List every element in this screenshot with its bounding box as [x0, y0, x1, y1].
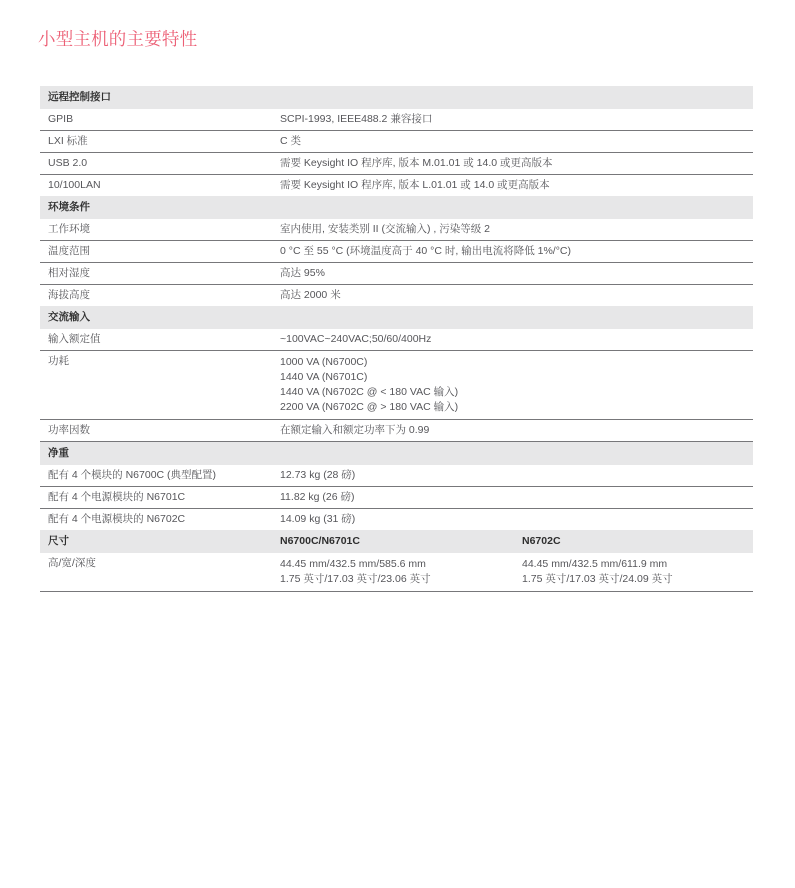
row-label: USB 2.0 — [40, 153, 272, 175]
row-label: 工作环境 — [40, 219, 272, 241]
section-header-label: 尺寸 — [40, 530, 272, 553]
row-label: 输入额定值 — [40, 329, 272, 351]
row-label: 高/宽/深度 — [40, 553, 272, 592]
value-line: 1000 VA (N6700C) — [280, 356, 368, 368]
row-value-multiline — [272, 553, 514, 592]
table-row — [40, 553, 753, 592]
table-row — [40, 285, 753, 307]
value-line: 1.75 英寸/17.03 英寸/24.09 英寸 — [522, 573, 673, 585]
row-value-multiline-2 — [514, 553, 753, 592]
section-header-column-1: N6700C/N6701C — [272, 530, 514, 553]
row-value: 12.73 kg (28 磅) — [272, 465, 753, 487]
row-label: 配有 4 个电源模块的 N6702C — [48, 513, 186, 525]
table-row — [40, 487, 753, 509]
table-row — [40, 420, 753, 442]
section-header-column-2: N6702C — [514, 530, 753, 553]
table-row — [40, 329, 753, 351]
row-label: 海拔高度 — [48, 289, 90, 301]
row-label: 功耗 — [40, 351, 272, 420]
table-row — [40, 153, 753, 175]
table-row — [40, 175, 753, 197]
table-row — [40, 219, 753, 241]
row-label: LXI 标准 — [40, 131, 272, 153]
table-row — [40, 109, 753, 131]
row-label: 相对湿度 — [40, 263, 272, 285]
table-row — [40, 509, 753, 531]
section-header-row — [40, 442, 753, 466]
section-header-row — [40, 530, 753, 553]
row-value: 0 °C 至 55 °C (环境温度高于 40 °C 时, 输出电流将降低 1%/°C) — [272, 241, 753, 263]
value-line: 44.45 mm/432.5 mm/585.6 mm — [280, 558, 426, 570]
row-label: 配有 4 个电源模块的 N6701C — [40, 487, 272, 509]
row-value: 需要 Keysight IO 程序库, 版本 M.01.01 或 14.0 或更高版本 — [272, 153, 753, 175]
section-header-row — [40, 306, 753, 329]
row-value: 高达 2000 米 — [280, 289, 341, 301]
row-label: 温度范围 — [40, 241, 272, 263]
section-header-label: 净重 — [40, 442, 753, 466]
row-value-multiline — [272, 351, 753, 420]
section-header-label: 远程控制接口 — [40, 86, 753, 109]
value-line: 2200 VA (N6702C @ > 180 VAC 输入) — [280, 401, 459, 413]
value-line: 1.75 英寸/17.03 英寸/23.06 英寸 — [280, 573, 431, 585]
row-value: ~100VAC~240VAC;50/60/400Hz — [272, 329, 753, 351]
row-value: 14.09 kg (31 磅) — [280, 513, 356, 525]
row-label: 功率因数 — [40, 420, 272, 442]
table-row — [40, 465, 753, 487]
row-value: C 类 — [272, 131, 753, 153]
row-value: 需要 Keysight IO 程序库, 版本 L.01.01 或 14.0 或更高版本 — [280, 179, 550, 191]
table-row — [40, 351, 753, 420]
row-value: SCPI-1993, IEEE488.2 兼容接口 — [272, 109, 753, 131]
row-value: 11.82 kg (26 磅) — [272, 487, 753, 509]
row-label: GPIB — [40, 109, 272, 131]
section-header-label: 环境条件 — [40, 196, 753, 219]
page-title: 小型主机的主要特性 — [38, 29, 198, 49]
value-line: 44.45 mm/432.5 mm/611.9 mm — [522, 558, 668, 570]
value-line: 1440 VA (N6701C) — [280, 371, 368, 383]
row-value: 在额定输入和额定功率下为 0.99 — [272, 420, 753, 442]
specifications-table — [40, 86, 753, 592]
table-row — [40, 241, 753, 263]
row-value: 高达 95% — [272, 263, 753, 285]
table-row — [40, 263, 753, 285]
row-label: 10/100LAN — [48, 179, 101, 191]
section-header-label: 交流输入 — [40, 306, 753, 329]
row-label: 配有 4 个模块的 N6700C (典型配置) — [40, 465, 272, 487]
section-header-row — [40, 196, 753, 219]
section-header-row — [40, 86, 753, 109]
value-line: 1440 VA (N6702C @ < 180 VAC 输入) — [280, 386, 459, 398]
table-row — [40, 131, 753, 153]
row-value: 室内使用, 安装类别 II (交流输入) , 污染等级 2 — [272, 219, 753, 241]
